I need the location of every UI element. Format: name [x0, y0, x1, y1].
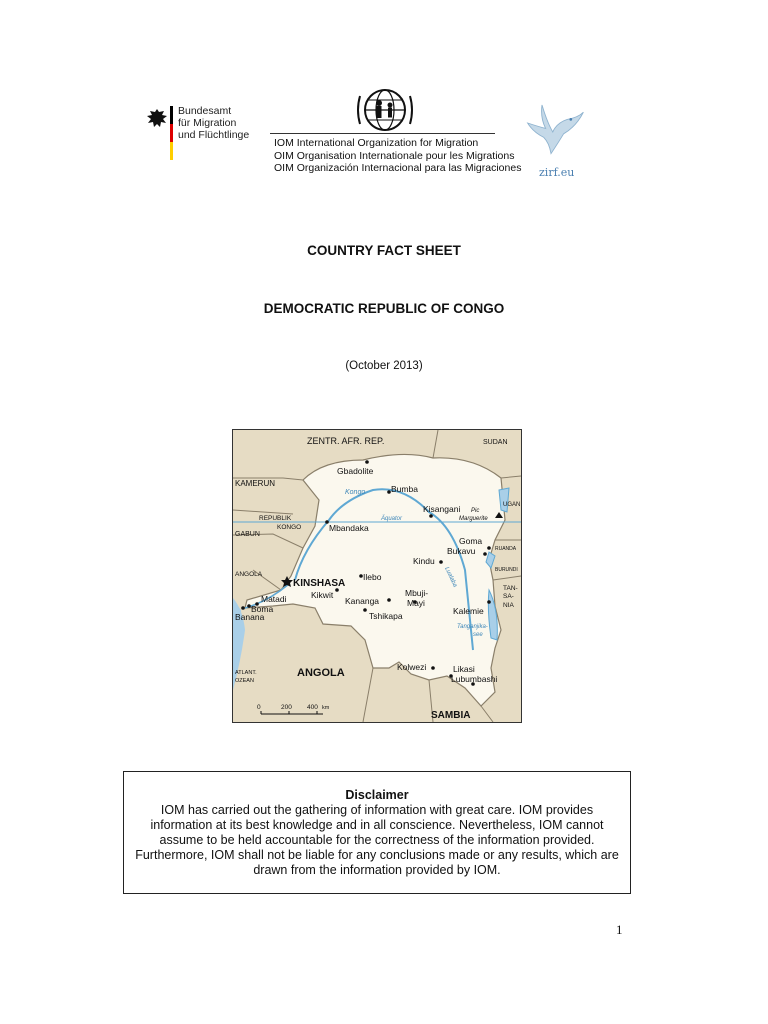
- label-pic: Pic: [471, 508, 480, 514]
- bird-icon: [520, 96, 600, 168]
- label-tanganjika: Tanganjika-: [457, 624, 488, 630]
- city-lubumbashi: Lubumbashi: [451, 674, 498, 684]
- label-sa: SA-: [503, 593, 514, 600]
- scale-unit: km: [322, 705, 330, 711]
- city-kananga: Kananga: [345, 596, 380, 606]
- page-number: 1: [616, 922, 623, 937]
- label-river-kongo: Kongo: [345, 489, 366, 496]
- label-marguerite: Marguerite: [459, 516, 488, 522]
- lake-albert: [499, 488, 509, 512]
- disclaimer-box: [123, 771, 631, 894]
- label-ruanda: RUANDA: [495, 546, 517, 552]
- german-flag-bars: [170, 106, 173, 160]
- scale-mid: 200: [281, 704, 292, 711]
- country-map: [232, 429, 522, 723]
- label-sudan: SUDAN: [483, 439, 508, 446]
- label-angola: ANGOLA: [297, 667, 345, 679]
- iom-rule: [270, 133, 495, 134]
- label-car: ZENTR. AFR. REP.: [307, 436, 385, 446]
- label-atlant: ATLANT.: [235, 670, 257, 676]
- country-title: DEMOCRATIC REPUBLIC OF CONGO: [263, 301, 505, 316]
- bamf-logo: [140, 102, 280, 162]
- label-republik: REPUBLIK: [259, 515, 292, 522]
- city-banana: Banana: [235, 612, 265, 622]
- city-bukavu: Bukavu: [447, 546, 476, 556]
- city-mayi: Mayi: [407, 598, 425, 608]
- zirf-text: zirf.eu: [539, 166, 575, 179]
- scale-zero: 0: [257, 704, 261, 711]
- label-ozean: OZEAN: [235, 678, 254, 684]
- city-matadi: Matadi: [261, 594, 287, 604]
- disclaimer-body: IOM has carried out the gathering of information with great care. IOM provides information at its best knowledge and in all conscience. Nevertheless, IOM cannot assume to be held accountable for the correctness of the information provided. Furthermore, IOM shall not be liable for any conclusions made or any results, which are drawn from the information provided by IOM.: [135, 803, 619, 877]
- label-ugan: UGAN: [503, 502, 521, 508]
- city-likasi: Likasi: [453, 664, 475, 674]
- label-aquator: Äquator: [381, 516, 403, 522]
- city-goma: Goma: [459, 536, 483, 546]
- map-svg: [233, 430, 521, 722]
- label-tan: TAN-: [503, 585, 518, 592]
- label-burundi: BURUNDI: [495, 567, 518, 573]
- document-date: (October 2013): [345, 360, 423, 372]
- globe-family-icon: [354, 86, 416, 134]
- label-kamerun: KAMERUN: [235, 479, 276, 488]
- disclaimer-title: Disclaimer: [345, 788, 409, 802]
- city-kikwit: Kikwit: [311, 590, 334, 600]
- city-kolwezi: Kolwezi: [397, 662, 427, 672]
- bamf-name: Bundesamt für Migration und Flüchtlinge: [178, 105, 250, 141]
- city-kisangani: Kisangani: [423, 504, 461, 514]
- label-gabun: GABUN: [235, 531, 260, 538]
- iom-logo: [270, 86, 522, 178]
- label-lualaba: Lualaba: [443, 566, 458, 589]
- document-title: COUNTRY FACT SHEET: [307, 243, 461, 258]
- label-sambia: SAMBIA: [431, 710, 471, 721]
- city-ilebo: Ilebo: [363, 572, 382, 582]
- city-gbadolite: Gbadolite: [337, 466, 374, 476]
- label-angola-cabinda: ANGOLA: [235, 571, 263, 578]
- city-mbandaka: Mbandaka: [329, 523, 369, 533]
- label-nia: NIA: [503, 602, 514, 609]
- scale-max: 400: [307, 704, 318, 711]
- iom-name-lines: IOM International Organization for Migration OIM Organisation Internationale pour les Migrations OIM Organización Internacional para las Migraciones: [274, 137, 522, 174]
- city-kinshasa: KINSHASA: [293, 578, 346, 589]
- city-kalemie: Kalemie: [453, 606, 484, 616]
- city-tshikapa: Tshikapa: [369, 611, 403, 621]
- zirf-logo: [520, 96, 600, 179]
- label-see: see: [473, 632, 483, 638]
- eagle-icon: [144, 106, 170, 132]
- city-kindu: Kindu: [413, 556, 435, 566]
- city-mbuji: Mbuji-: [405, 588, 429, 598]
- city-bumba: Bumba: [391, 484, 418, 494]
- city-boma: Boma: [251, 604, 274, 614]
- label-kongo-country: KONGO: [277, 524, 302, 531]
